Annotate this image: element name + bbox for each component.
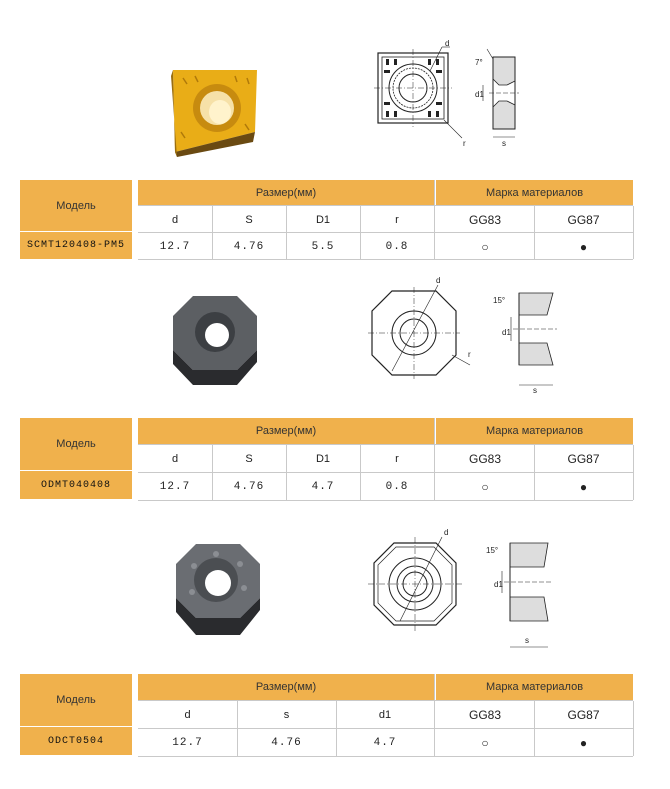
drawing-side-view-octagon	[485, 285, 565, 400]
dim-value-d1: 5.5	[311, 240, 335, 253]
model-header: Модель	[20, 418, 132, 470]
drawing-top-view-octagon-grooved	[360, 525, 480, 645]
dim-label-d: d	[171, 213, 179, 226]
dim-d1-label-2: d1	[502, 328, 511, 337]
drawing-side-view-square	[465, 45, 540, 155]
dim-angle-label: 7°	[475, 58, 483, 67]
size-header: Размер(мм)	[138, 418, 434, 444]
dim-label-s: S	[245, 213, 253, 226]
drawing-side-view-octagon-grooved	[480, 535, 560, 655]
dim-d1-label: d1	[475, 90, 484, 99]
dim-label-d: d	[171, 453, 179, 465]
model-value: SCMT120408-PM5	[20, 232, 132, 259]
model-header: Модель	[20, 674, 132, 726]
dim-label-d1: D1	[315, 453, 331, 465]
grade-mark-gg83: ○	[481, 736, 489, 750]
grade-label-gg87: GG87	[567, 708, 600, 722]
dim-value-d1: 4.7	[311, 481, 335, 493]
material-header: Марка материалов	[436, 180, 633, 205]
grade-label-gg87: GG87	[567, 452, 600, 466]
dim-label-d: d	[184, 709, 191, 721]
material-header: Марка материалов	[436, 418, 633, 444]
grade-mark-gg87: ●	[579, 239, 588, 254]
dim-value-s: 4.76	[233, 481, 265, 493]
dim-value-d: 12.7	[172, 737, 203, 749]
grade-label-gg87: GG87	[567, 212, 600, 227]
dim-value-r: 0.8	[385, 240, 409, 253]
dim-value-d: 12.7	[159, 481, 191, 493]
model-header: Модель	[20, 180, 132, 231]
dim-value-d1: 4.7	[373, 737, 397, 749]
dim-label-r: r	[395, 453, 399, 465]
model-value: ODCT0504	[20, 727, 132, 755]
dim-label-d1: D1	[315, 213, 331, 226]
dim-label-s: S	[245, 453, 253, 465]
dim-d-label: d	[445, 39, 450, 48]
dim-s-label-2: s	[533, 386, 537, 395]
grade-mark-gg83: ○	[481, 480, 489, 494]
dim-value-s: 4.76	[233, 240, 265, 253]
insert-photo-odmt	[165, 290, 265, 390]
dim-label-r: r	[395, 213, 399, 226]
grade-mark-gg87: ●	[579, 736, 588, 750]
grade-mark-gg83: ○	[481, 239, 489, 254]
dim-s-label: s	[502, 139, 506, 148]
dim-angle-label-2: 15°	[493, 296, 506, 305]
grade-mark-gg87: ●	[579, 480, 588, 494]
dim-d1-label-3: d1	[494, 580, 503, 589]
dim-r-label-2: r	[468, 350, 471, 359]
dim-d-label-2: d	[436, 276, 441, 285]
model-value: ODMT040408	[20, 471, 132, 499]
dim-value-r: 0.8	[385, 481, 409, 493]
grade-label-gg83: GG83	[468, 452, 501, 466]
dim-r-label: r	[463, 139, 466, 148]
dim-d-label-3: d	[444, 528, 449, 537]
material-header: Марка материалов	[436, 674, 633, 700]
size-header: Размер(мм)	[138, 180, 434, 205]
dim-label-s: s	[283, 709, 290, 721]
insert-photo-scmt	[165, 62, 265, 162]
dim-label-d1: d1	[378, 709, 392, 721]
dim-s-label-3: s	[525, 636, 529, 645]
grade-label-gg83: GG83	[468, 212, 501, 227]
drawing-top-view-octagon	[360, 275, 480, 395]
dim-angle-label-3: 15°	[486, 546, 499, 555]
size-header: Размер(мм)	[138, 674, 434, 700]
insert-photo-odct	[168, 540, 268, 640]
dim-value-s: 4.76	[271, 737, 302, 749]
dim-value-d: 12.7	[159, 240, 191, 253]
drawing-top-view-square	[370, 40, 480, 150]
grade-label-gg83: GG83	[468, 708, 501, 722]
